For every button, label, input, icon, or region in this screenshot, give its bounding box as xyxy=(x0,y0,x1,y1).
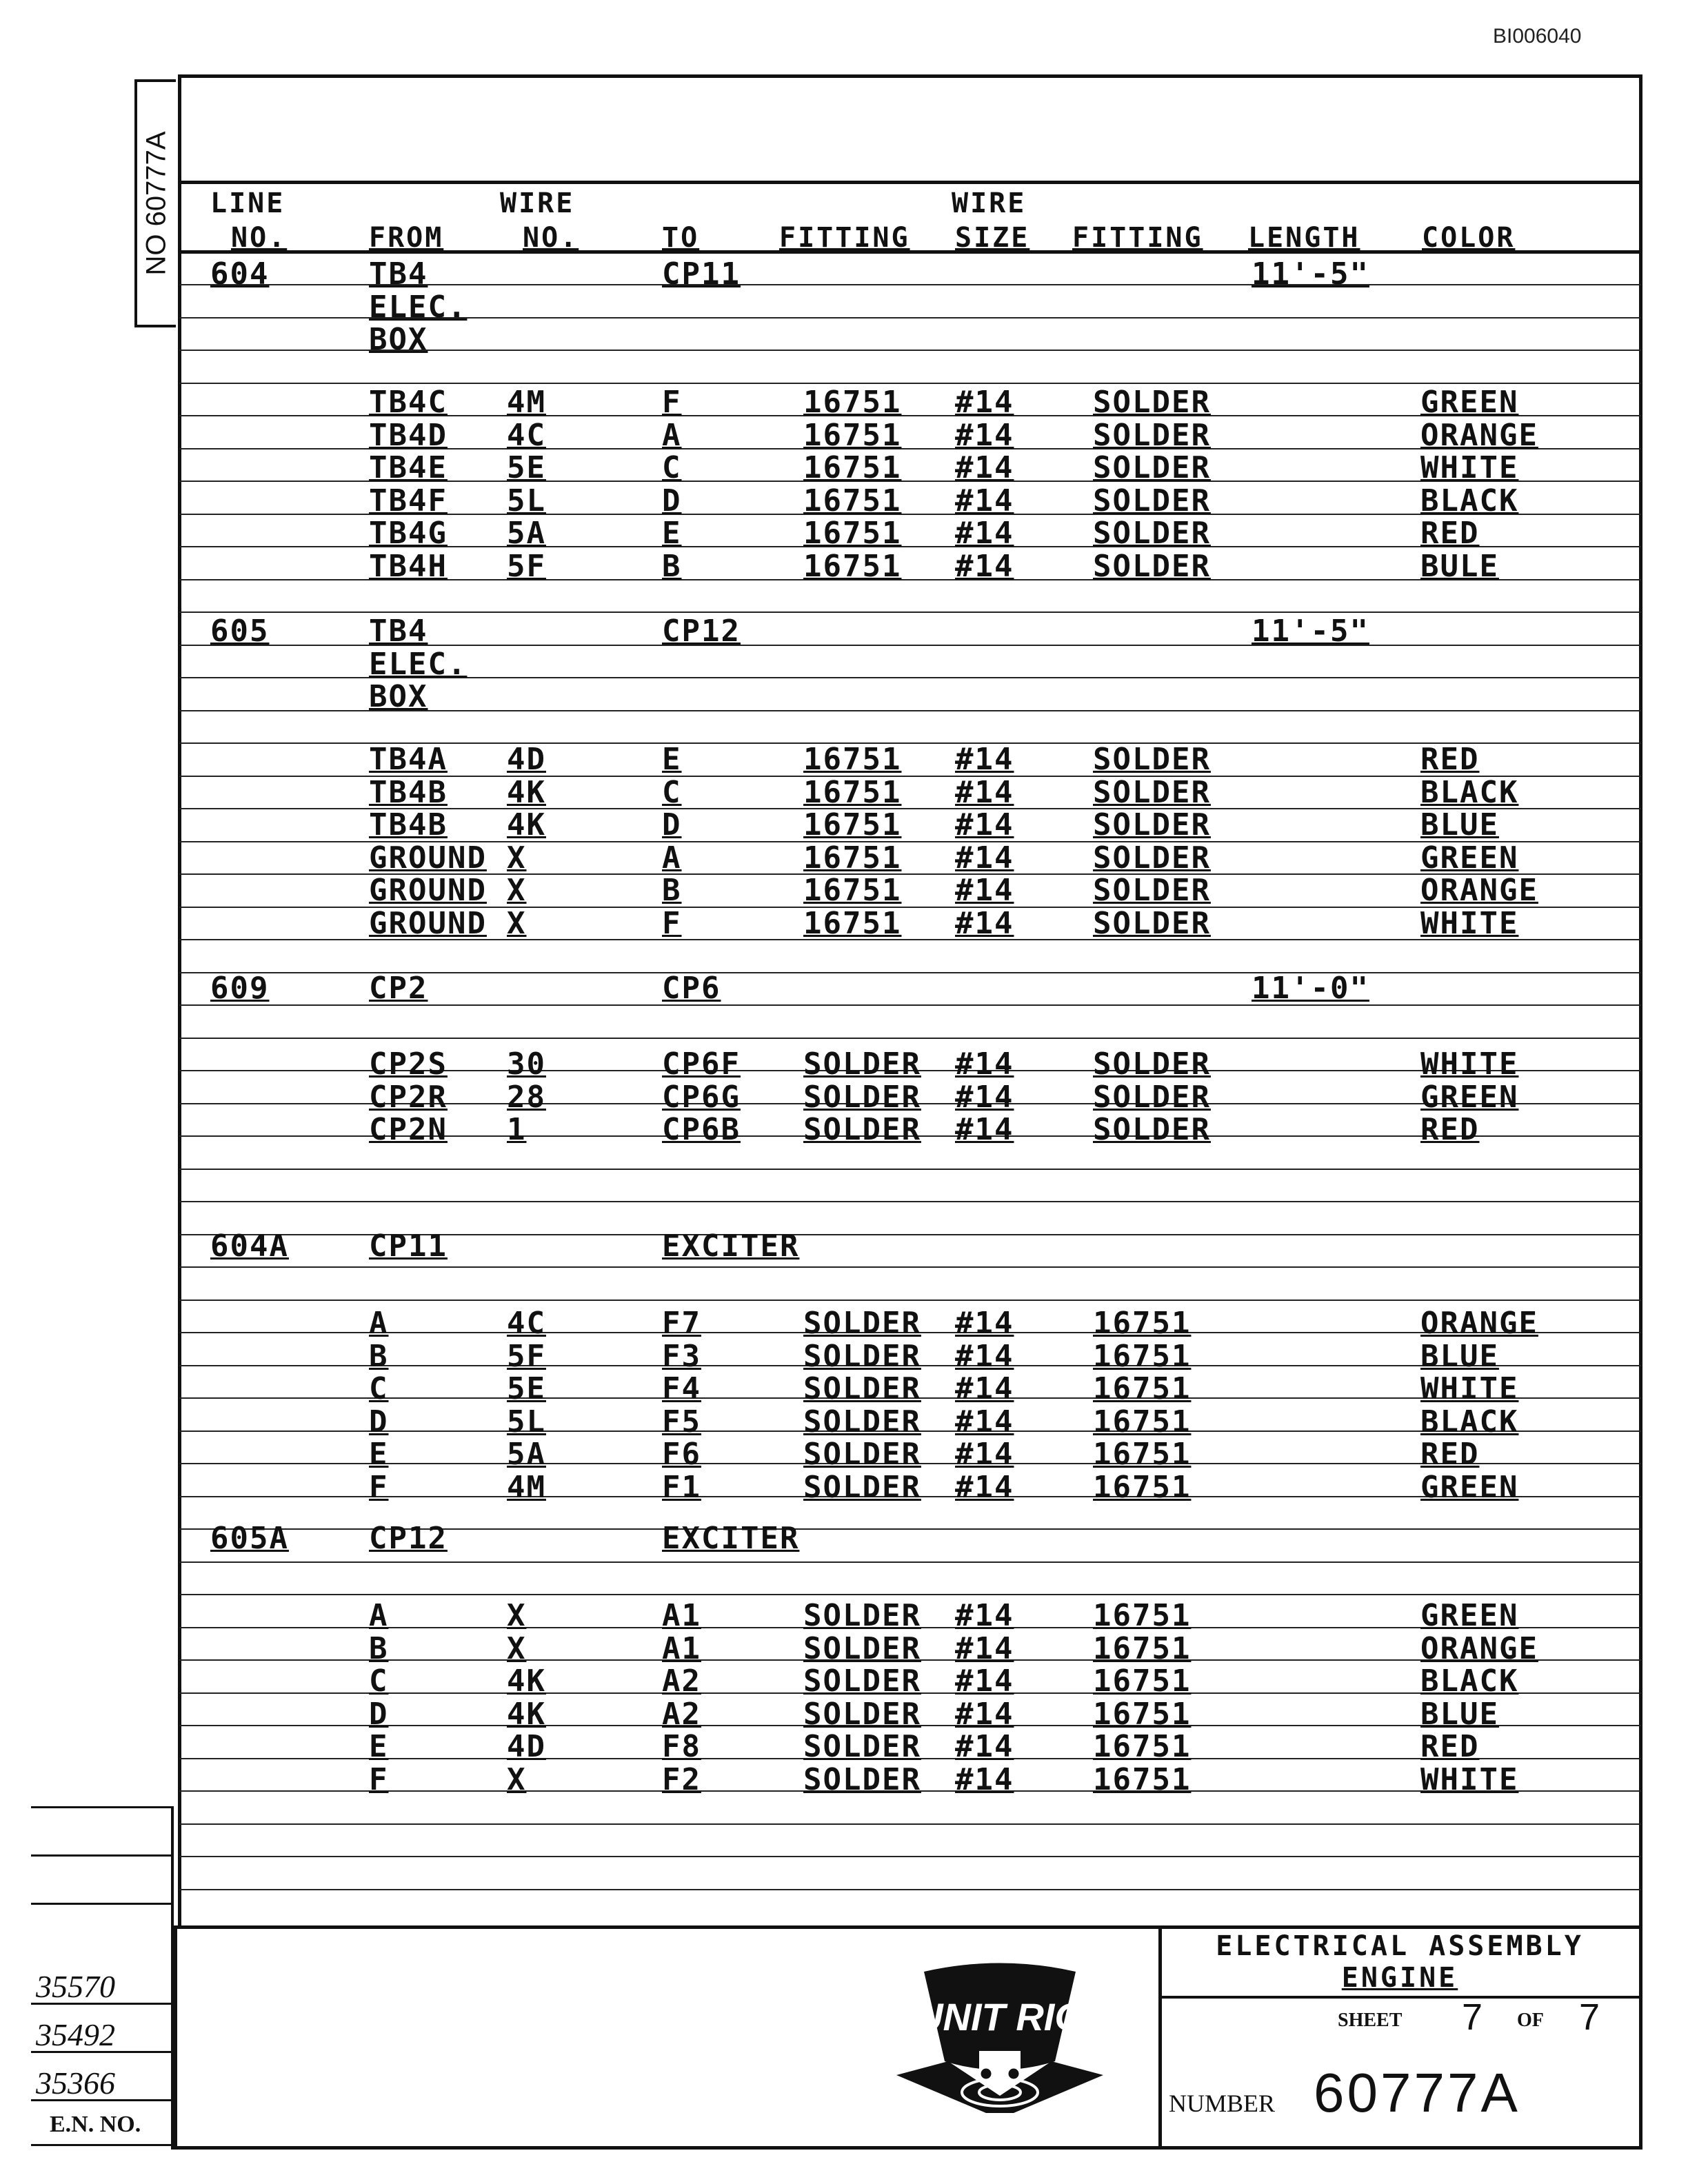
cell-size: #14 xyxy=(955,1112,1014,1147)
en-number-3: 35366 xyxy=(36,2065,115,2101)
cell-wire: 4D xyxy=(507,742,546,777)
title-block-mid-rule xyxy=(1158,1996,1641,1999)
cell-fitting1: 16751 xyxy=(803,807,902,842)
cell-color: BLACK xyxy=(1420,774,1519,810)
cell-fitting1: 16751 xyxy=(803,840,902,876)
header-wire-size-2: SIZE xyxy=(955,222,1030,254)
line-number: 609 xyxy=(210,971,270,1006)
cell-wire: 4K xyxy=(507,807,546,842)
cell-color: ORANGE xyxy=(1420,417,1538,453)
ruling-line xyxy=(179,383,1641,384)
cell-fitting1: SOLDER xyxy=(803,1598,921,1633)
cell-fitting1: 16751 xyxy=(803,516,902,551)
cell-size: #14 xyxy=(955,385,1014,420)
logo-graphic xyxy=(883,1958,1117,2123)
cell-fitting2: SOLDER xyxy=(1093,840,1211,876)
cell-color: BLACK xyxy=(1420,1404,1519,1439)
table-row xyxy=(0,1371,1688,1404)
cell-size: #14 xyxy=(955,1598,1014,1633)
cell-fitting1: SOLDER xyxy=(803,1338,921,1374)
cell-size: #14 xyxy=(955,1338,1014,1374)
title-block-divider xyxy=(1158,1929,1162,2150)
cell-color: BULE xyxy=(1420,548,1499,584)
header-length: LENGTH xyxy=(1248,222,1360,254)
cell-fitting1: SOLDER xyxy=(803,1112,921,1147)
cell-fitting2: SOLDER xyxy=(1093,905,1211,941)
en-rule xyxy=(31,2144,172,2146)
cell-to: F xyxy=(662,905,682,941)
cell-from: TB4B xyxy=(369,807,448,842)
table-row xyxy=(0,418,1688,451)
cell-color: WHITE xyxy=(1420,1761,1519,1797)
table-row xyxy=(0,1306,1688,1339)
line-number: 605A xyxy=(210,1521,289,1556)
cell-to: F7 xyxy=(662,1306,701,1341)
group-from: CP11 xyxy=(369,1228,448,1264)
table-row xyxy=(0,1762,1688,1795)
cell-size: #14 xyxy=(955,450,1014,485)
cell-fitting2: 16751 xyxy=(1093,1664,1192,1699)
table-row xyxy=(0,1631,1688,1664)
en-rule xyxy=(31,1903,172,1905)
cell-from: D xyxy=(369,1696,389,1732)
cell-to: A1 xyxy=(662,1598,701,1633)
cell-wire: 30 xyxy=(507,1046,546,1082)
cell-from: TB4G xyxy=(369,516,448,551)
cell-from: TB4C xyxy=(369,385,448,420)
cell-from: TB4F xyxy=(369,483,448,518)
header-to: TO xyxy=(662,222,700,254)
cell-wire: 4K xyxy=(507,1696,546,1732)
cell-wire: 28 xyxy=(507,1079,546,1115)
table-row xyxy=(0,483,1688,516)
cell-fitting2: 16751 xyxy=(1093,1761,1192,1797)
cell-fitting2: SOLDER xyxy=(1093,450,1211,485)
cell-wire: 5E xyxy=(507,450,546,485)
cell-to: F xyxy=(662,385,682,420)
cell-from: E xyxy=(369,1437,389,1472)
header-line-no-1: LINE xyxy=(210,188,285,219)
cell-fitting1: SOLDER xyxy=(803,1469,921,1505)
group-from-line-2: ELEC. xyxy=(369,289,468,325)
table-row xyxy=(0,906,1688,939)
cell-color: RED xyxy=(1420,1437,1480,1472)
cell-to: E xyxy=(662,516,682,551)
cell-from: GROUND xyxy=(369,840,487,876)
cell-size: #14 xyxy=(955,1664,1014,1699)
ruling-line xyxy=(179,1889,1641,1890)
cell-to: A xyxy=(662,840,682,876)
cell-size: #14 xyxy=(955,840,1014,876)
cell-fitting1: 16751 xyxy=(803,417,902,453)
cell-fitting1: 16751 xyxy=(803,483,902,518)
cell-color: WHITE xyxy=(1420,1046,1519,1082)
header-color: COLOR xyxy=(1422,222,1516,254)
cell-fitting2: SOLDER xyxy=(1093,873,1211,908)
cell-fitting2: 16751 xyxy=(1093,1404,1192,1439)
cell-to: F1 xyxy=(662,1469,701,1505)
table-row xyxy=(0,840,1688,876)
cell-fitting1: 16751 xyxy=(803,905,902,941)
table-row xyxy=(0,775,1688,808)
cell-from: TB4H xyxy=(369,548,448,584)
cell-fitting1: SOLDER xyxy=(803,1761,921,1797)
cell-fitting2: SOLDER xyxy=(1093,1046,1211,1082)
cell-to: C xyxy=(662,774,682,810)
cell-wire: 4C xyxy=(507,417,546,453)
cell-from: CP2R xyxy=(369,1079,448,1115)
cell-size: #14 xyxy=(955,905,1014,941)
cell-from: B xyxy=(369,1338,389,1374)
cell-from: TB4B xyxy=(369,774,448,810)
group-length: 11'-5" xyxy=(1252,256,1369,292)
cell-color: RED xyxy=(1420,742,1480,777)
cell-size: #14 xyxy=(955,483,1014,518)
group-to: CP11 xyxy=(662,256,741,292)
line-number: 604 xyxy=(210,256,270,292)
sheet-total: 7 xyxy=(1579,1996,1600,2038)
table-row xyxy=(0,1404,1688,1437)
cell-from: GROUND xyxy=(369,905,487,941)
line-number: 605 xyxy=(210,614,270,649)
cell-wire: 4C xyxy=(507,1306,546,1341)
cell-fitting1: SOLDER xyxy=(803,1696,921,1732)
side-tab-number: NO 60777A xyxy=(141,131,172,276)
group-length: 11'-5" xyxy=(1252,614,1369,649)
side-tab xyxy=(134,79,176,327)
header-fitting-1: FITTING xyxy=(779,222,910,254)
cell-fitting2: 16751 xyxy=(1093,1306,1192,1341)
cell-color: WHITE xyxy=(1420,1371,1519,1406)
cell-wire: 5L xyxy=(507,1404,546,1439)
group-from: TB4 xyxy=(369,614,428,649)
table-row xyxy=(0,549,1688,582)
cell-to: CP6G xyxy=(662,1079,741,1115)
cell-to: A2 xyxy=(662,1664,701,1699)
cell-fitting1: SOLDER xyxy=(803,1079,921,1115)
table-row xyxy=(0,807,1688,840)
en-rule xyxy=(31,1806,172,1808)
cell-from: TB4D xyxy=(369,417,448,453)
table-row xyxy=(0,1598,1688,1631)
cell-from: TB4A xyxy=(369,742,448,777)
cell-color: BLACK xyxy=(1420,483,1519,518)
ruling-line xyxy=(179,1201,1641,1202)
table-row xyxy=(0,1664,1688,1697)
cell-fitting2: SOLDER xyxy=(1093,1079,1211,1115)
document-code: BI006040 xyxy=(1493,25,1582,48)
cell-wire: X xyxy=(507,1761,527,1797)
group-from-line-2: ELEC. xyxy=(369,646,468,682)
cell-from: D xyxy=(369,1404,389,1439)
cell-color: RED xyxy=(1420,1729,1480,1764)
cell-fitting2: SOLDER xyxy=(1093,516,1211,551)
cell-fitting1: SOLDER xyxy=(803,1729,921,1764)
group-length: 11'-0" xyxy=(1252,971,1369,1006)
cell-fitting2: 16751 xyxy=(1093,1696,1192,1732)
table-row xyxy=(0,873,1688,906)
en-label: E.N. NO. xyxy=(50,2112,141,2137)
cell-fitting2: SOLDER xyxy=(1093,385,1211,420)
cell-from: TB4E xyxy=(369,450,448,485)
cell-size: #14 xyxy=(955,1404,1014,1439)
cell-to: F3 xyxy=(662,1338,701,1374)
table-row xyxy=(0,1339,1688,1372)
cell-size: #14 xyxy=(955,1371,1014,1406)
cell-from: F xyxy=(369,1469,389,1505)
cell-fitting1: 16751 xyxy=(803,385,902,420)
header-from: FROM xyxy=(369,222,444,254)
ruling-line xyxy=(179,1266,1641,1268)
cell-color: ORANGE xyxy=(1420,1630,1538,1666)
cell-wire: 5E xyxy=(507,1371,546,1406)
cell-fitting1: SOLDER xyxy=(803,1306,921,1341)
cell-to: A xyxy=(662,417,682,453)
cell-size: #14 xyxy=(955,417,1014,453)
ruling-line xyxy=(179,611,1641,613)
cell-fitting2: SOLDER xyxy=(1093,417,1211,453)
cell-wire: 4M xyxy=(507,1469,546,1505)
cell-from: A xyxy=(369,1306,389,1341)
cell-wire: X xyxy=(507,1598,527,1633)
cell-to: CP6F xyxy=(662,1046,741,1082)
group-from: CP2 xyxy=(369,971,428,1006)
sheet-label: SHEET xyxy=(1338,2010,1403,2031)
cell-color: RED xyxy=(1420,1112,1480,1147)
cell-fitting2: 16751 xyxy=(1093,1630,1192,1666)
group-to: EXCITER xyxy=(662,1521,800,1556)
cell-size: #14 xyxy=(955,1437,1014,1472)
cell-from: B xyxy=(369,1630,389,1666)
cell-fitting1: 16751 xyxy=(803,873,902,908)
cell-fitting1: 16751 xyxy=(803,450,902,485)
cell-to: E xyxy=(662,742,682,777)
cell-wire: 5F xyxy=(507,1338,546,1374)
cell-color: GREEN xyxy=(1420,840,1519,876)
cell-fitting1: 16751 xyxy=(803,548,902,584)
cell-color: GREEN xyxy=(1420,1598,1519,1633)
cell-color: GREEN xyxy=(1420,1079,1519,1115)
ruling-line xyxy=(179,1856,1641,1857)
table-row xyxy=(0,1046,1688,1080)
cell-from: A xyxy=(369,1598,389,1633)
cell-from: C xyxy=(369,1664,389,1699)
of-label: OF xyxy=(1517,2010,1544,2031)
cell-fitting1: SOLDER xyxy=(803,1046,921,1082)
cell-to: F5 xyxy=(662,1404,701,1439)
cell-wire: 1 xyxy=(507,1112,527,1147)
group-from-line-3: BOX xyxy=(369,679,428,714)
cell-fitting2: 16751 xyxy=(1093,1338,1192,1374)
cell-to: A1 xyxy=(662,1630,701,1666)
cell-color: BLUE xyxy=(1420,1696,1499,1732)
cell-wire: X xyxy=(507,873,527,908)
cell-size: #14 xyxy=(955,774,1014,810)
cell-wire: 4D xyxy=(507,1729,546,1764)
unit-rig-logo xyxy=(883,1958,1117,2123)
cell-color: RED xyxy=(1420,516,1480,551)
cell-size: #14 xyxy=(955,1079,1014,1115)
table-row xyxy=(0,1112,1688,1145)
cell-color: WHITE xyxy=(1420,450,1519,485)
sheet-number: 7 xyxy=(1462,1996,1483,2038)
number-label: NUMBER xyxy=(1169,2090,1276,2117)
header-wire-size-1: WIRE xyxy=(952,188,1027,219)
cell-wire: X xyxy=(507,1630,527,1666)
header-fitting-2: FITTING xyxy=(1072,222,1203,254)
ruling-line xyxy=(179,1038,1641,1039)
cell-size: #14 xyxy=(955,1696,1014,1732)
cell-color: BLACK xyxy=(1420,1664,1519,1699)
cell-color: BLUE xyxy=(1420,807,1499,842)
en-number-2: 35492 xyxy=(36,2017,115,2052)
table-row xyxy=(0,1729,1688,1762)
cell-wire: 5A xyxy=(507,1437,546,1472)
cell-from: F xyxy=(369,1761,389,1797)
cell-wire: 4K xyxy=(507,1664,546,1699)
cell-from: GROUND xyxy=(369,873,487,908)
cell-color: GREEN xyxy=(1420,385,1519,420)
cell-color: ORANGE xyxy=(1420,873,1538,908)
cell-from: C xyxy=(369,1371,389,1406)
cell-size: #14 xyxy=(955,1469,1014,1505)
cell-color: BLUE xyxy=(1420,1338,1499,1374)
cell-size: #14 xyxy=(955,1630,1014,1666)
cell-to: B xyxy=(662,548,682,584)
table-row xyxy=(0,1080,1688,1113)
cell-to: F2 xyxy=(662,1761,701,1797)
group-from-line-3: BOX xyxy=(369,322,428,357)
cell-fitting2: 16751 xyxy=(1093,1729,1192,1764)
ruling-line xyxy=(179,1300,1641,1301)
cell-fitting1: SOLDER xyxy=(803,1664,921,1699)
cell-fitting2: SOLDER xyxy=(1093,807,1211,842)
cell-fitting1: SOLDER xyxy=(803,1630,921,1666)
cell-size: #14 xyxy=(955,807,1014,842)
cell-wire: X xyxy=(507,905,527,941)
group-to: CP12 xyxy=(662,614,741,649)
cell-size: #14 xyxy=(955,873,1014,908)
cell-to: F6 xyxy=(662,1437,701,1472)
cell-size: #14 xyxy=(955,1306,1014,1341)
en-number-1: 35570 xyxy=(36,1969,115,2004)
cell-wire: 5F xyxy=(507,548,546,584)
table-row xyxy=(0,450,1688,483)
title-line-2: ENGINE xyxy=(1341,1962,1458,1994)
drawing-number: 60777A xyxy=(1314,2062,1520,2123)
cell-size: #14 xyxy=(955,1761,1014,1797)
ruling-line xyxy=(179,1169,1641,1170)
cell-color: WHITE xyxy=(1420,905,1519,941)
cell-from: CP2S xyxy=(369,1046,448,1082)
cell-to: A2 xyxy=(662,1696,701,1732)
cell-to: B xyxy=(662,873,682,908)
cell-size: #14 xyxy=(955,516,1014,551)
cell-to: CP6B xyxy=(662,1112,741,1147)
logo-text: UNIT RIG xyxy=(915,1995,1085,2039)
cell-size: #14 xyxy=(955,742,1014,777)
header-line-no-2: NO. xyxy=(231,222,288,254)
cell-wire: 5A xyxy=(507,516,546,551)
cell-to: F8 xyxy=(662,1729,701,1764)
header-wire-no-1: WIRE xyxy=(500,188,575,219)
group-to: EXCITER xyxy=(662,1228,800,1264)
cell-fitting2: 16751 xyxy=(1093,1469,1192,1505)
cell-fitting2: 16751 xyxy=(1093,1437,1192,1472)
cell-from: E xyxy=(369,1729,389,1764)
cell-fitting1: SOLDER xyxy=(803,1404,921,1439)
ruling-line xyxy=(179,1594,1641,1595)
cell-fitting2: SOLDER xyxy=(1093,548,1211,584)
cell-wire: X xyxy=(507,840,527,876)
table-row xyxy=(0,385,1688,418)
table-row xyxy=(0,516,1688,549)
cell-wire: 4M xyxy=(507,385,546,420)
table-row xyxy=(0,1437,1688,1470)
cell-fitting1: 16751 xyxy=(803,774,902,810)
cell-wire: 5L xyxy=(507,483,546,518)
cell-to: D xyxy=(662,483,682,518)
cell-from: CP2N xyxy=(369,1112,448,1147)
cell-to: C xyxy=(662,450,682,485)
ruling-line xyxy=(179,1823,1641,1825)
drawing-title xyxy=(1172,1930,1627,1994)
cell-fitting1: 16751 xyxy=(803,742,902,777)
table-row xyxy=(0,1697,1688,1730)
cell-fitting2: SOLDER xyxy=(1093,483,1211,518)
en-rule xyxy=(31,1854,172,1857)
ruling-line xyxy=(179,1561,1641,1563)
cell-fitting1: SOLDER xyxy=(803,1371,921,1406)
cell-fitting2: 16751 xyxy=(1093,1598,1192,1633)
header-wire-no-2: NO. xyxy=(523,222,579,254)
cell-color: ORANGE xyxy=(1420,1306,1538,1341)
cell-wire: 4K xyxy=(507,774,546,810)
cell-fitting2: 16751 xyxy=(1093,1371,1192,1406)
table-row xyxy=(0,1470,1688,1503)
cell-fitting2: SOLDER xyxy=(1093,742,1211,777)
cell-fitting2: SOLDER xyxy=(1093,1112,1211,1147)
cell-size: #14 xyxy=(955,1729,1014,1764)
group-from: CP12 xyxy=(369,1521,448,1556)
cell-fitting1: SOLDER xyxy=(803,1437,921,1472)
cell-to: F4 xyxy=(662,1371,701,1406)
group-from: TB4 xyxy=(369,256,428,292)
en-divider xyxy=(171,1806,174,2150)
cell-color: GREEN xyxy=(1420,1469,1519,1505)
line-number: 604A xyxy=(210,1228,289,1264)
cell-size: #14 xyxy=(955,1046,1014,1082)
cell-to: D xyxy=(662,807,682,842)
header-top-line xyxy=(179,181,1641,184)
group-to: CP6 xyxy=(662,971,721,1006)
cell-size: #14 xyxy=(955,548,1014,584)
title-line-1: ELECTRICAL ASSEMBLY xyxy=(1216,1930,1584,1962)
table-row xyxy=(0,742,1688,775)
cell-fitting2: SOLDER xyxy=(1093,774,1211,810)
